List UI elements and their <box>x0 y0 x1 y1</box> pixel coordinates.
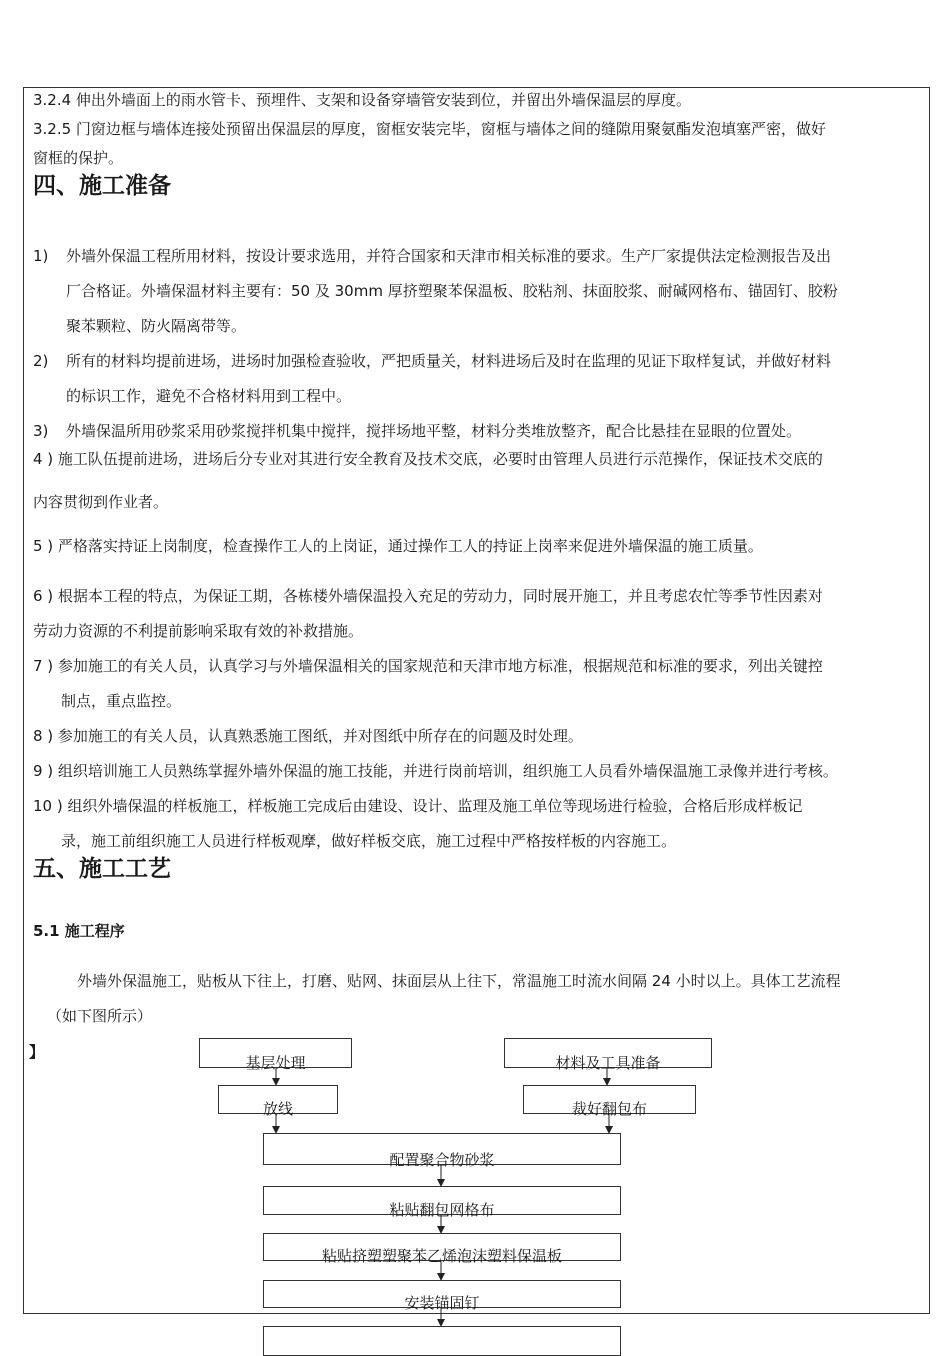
item-5-line1: 5 ) 严格落实持证上岗制度，检查操作工人的上岗证，通过操作工人的持证上岗率来促进外墙保温的施工质量。 <box>33 537 763 555</box>
paragraph-3-2-5-line2: 窗框的保护。 <box>33 149 124 167</box>
item-10-line1: 10 ) 组织外墙保温的样板施工，样板施工完成后由建设、设计、监理及施工单位等现场进行检验，合格后形成样板记 <box>33 797 803 815</box>
section-5-1-para-line1: 外墙外保温施工，贴板从下往上，打磨、贴网、抹面层从上往下，常温施工时流水间隔 24 小时以上。具体工艺流程 <box>77 972 841 990</box>
item-10-line2: 录，施工前组织施工人员进行样板观摩，做好样板交底，施工过程中严格按样板的内容施工。 <box>61 832 677 850</box>
flow-label-cut-mesh: 裁好翻包布 <box>571 1100 647 1118</box>
bracket-mark: 】 <box>29 1043 45 1061</box>
flow-label-materials: 材料及工具准备 <box>555 1054 661 1072</box>
item-3-line1: 外墙保温所用砂浆采用砂浆搅拌机集中搅拌，搅拌场地平整，材料分类堆放整齐，配合比悬挂在显眼的位置处。 <box>66 422 802 440</box>
item-3-num: 3) <box>33 422 49 440</box>
item-6-line2: 劳动力资源的不利提前影响采取有效的补救措施。 <box>33 622 364 640</box>
item-9-line1: 9 ) 组织培训施工人员熟练掌握外墙外保温的施工技能，并进行岗前培训，组织施工人员看外墙保温施工录像并进行考核。 <box>33 762 838 780</box>
section-5-1-para-line2: （如下图所示） <box>47 1007 153 1025</box>
item-2-line2: 的标识工作，避免不合格材料用到工程中。 <box>66 387 352 405</box>
item-6-line1: 6 ) 根据本工程的特点，为保证工期，各栋楼外墙保温投入充足的劳动力，同时展开施工，并且考虑农忙等季节性因素对 <box>33 587 823 605</box>
item-7-line1: 7 ) 参加施工的有关人员，认真学习与外墙保温相关的国家规范和天津市地方标准，根据规范和标准的要求，列出关键控 <box>33 657 823 675</box>
item-2-line1: 所有的材料均提前进场，进场时加强检查验收，严把质量关，材料进场后及时在监理的见证下取样复试，并做好材料 <box>66 352 832 370</box>
flow-label-mortar: 配置聚合物砂浆 <box>389 1151 495 1169</box>
flow-label-paste-mesh: 粘贴翻包网格布 <box>389 1201 495 1219</box>
item-4-line2: 内容贯彻到作业者。 <box>33 493 169 511</box>
item-2-num: 2) <box>33 352 49 370</box>
section-5-title: 五、施工工艺 <box>33 856 171 882</box>
item-1-line3: 聚苯颗粒、防火隔离带等。 <box>66 317 247 335</box>
flow-label-base: 基层处理 <box>245 1054 306 1072</box>
flow-label-anchor: 安装锚固钉 <box>404 1294 480 1312</box>
paragraph-3-2-5-line1: 3.2.5 门窗边框与墙体连接处预留出保温层的厚度，窗框安装完毕，窗框与墙体之间的缝隙用聚氨酯发泡填塞严密，做好 <box>33 120 826 138</box>
section-5-1-title: 5.1 施工程序 <box>33 922 125 940</box>
item-7-line2: 制点，重点监控。 <box>61 692 182 710</box>
flow-label-paste-board: 粘贴挤塑塑聚苯乙烯泡沫塑料保温板 <box>321 1247 562 1265</box>
item-4-line1: 4 ) 施工队伍提前进场，进场后分专业对其进行安全教育及技术交底，必要时由管理人员进行示范操作，保证技术交底的 <box>33 450 823 468</box>
item-1-line1: 外墙外保温工程所用材料，按设计要求选用，并符合国家和天津市相关标准的要求。生产厂家提供法定检测报告及出 <box>66 247 832 265</box>
item-8-line1: 8 ) 参加施工的有关人员，认真熟悉施工图纸，并对图纸中所存在的问题及时处理。 <box>33 727 583 745</box>
section-4-title: 四、施工准备 <box>33 173 171 199</box>
paragraph-3-2-4: 3.2.4 伸出外墙面上的雨水管卡、预埋件、支架和设备穿墙管安装到位，并留出外墙保温层的厚度。 <box>33 91 691 109</box>
item-1-num: 1) <box>33 247 49 265</box>
flow-label-layout: 放线 <box>262 1100 293 1118</box>
item-1-line2: 厂合格证。外墙保温材料主要有：50 及 30mm 厚挤塑聚苯保温板、胶粘剂、抹面胶浆、耐碱网格布、锚固钉、胶粉 <box>66 282 838 300</box>
